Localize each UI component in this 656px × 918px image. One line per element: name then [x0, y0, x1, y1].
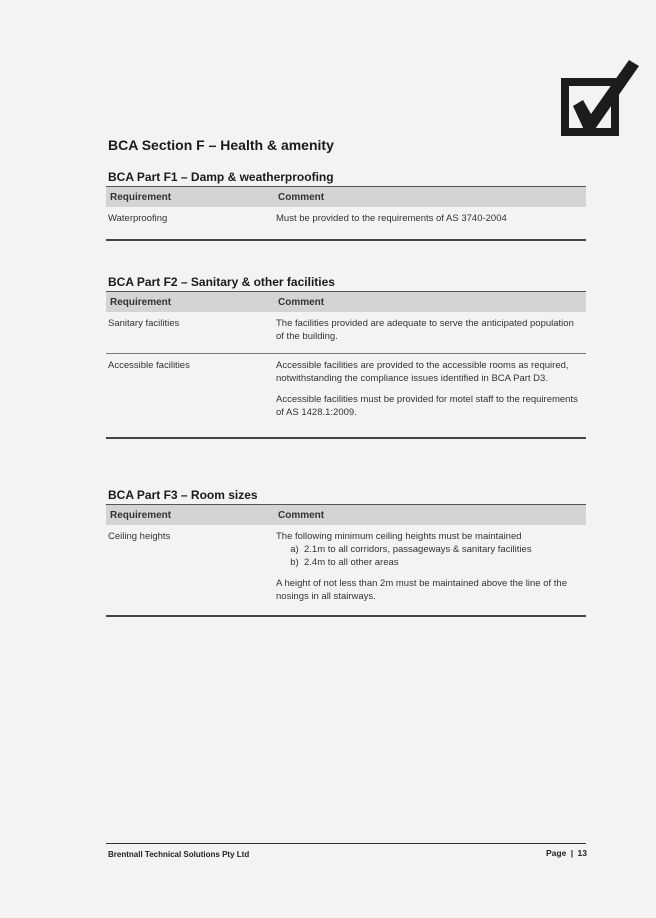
header-comment: Comment: [274, 187, 586, 208]
comment-text: Accessible facilities are provided to the accessible rooms as required, notwithstanding the compliance issues identified in BCA Part D3.: [276, 360, 569, 384]
footer-page-number: [545, 848, 588, 858]
table-row: [106, 525, 586, 616]
page-separator: |: [570, 848, 574, 858]
comment-cell: [274, 312, 586, 354]
table-header-row: [106, 505, 586, 526]
comment-text: The following minimum ceiling heights must be maintained: [276, 531, 522, 542]
table-header-row: [106, 292, 586, 313]
header-requirement: Requirement: [106, 505, 274, 526]
header-comment: Comment: [274, 505, 586, 526]
footer-company: Brentnall Technical Solutions Pty Ltd: [108, 850, 250, 859]
part-f1: [106, 170, 586, 241]
requirements-table: [106, 186, 586, 241]
header-comment: Comment: [274, 292, 586, 313]
requirements-table: [106, 504, 586, 617]
header-requirement: Requirement: [106, 292, 274, 313]
comment-text: Must be provided to the requirements of AS 3740-2004: [276, 213, 507, 224]
checkbox-tick-icon: [559, 56, 641, 140]
list-item: b. 2.4m to all other areas: [304, 556, 582, 569]
comment-cell: [274, 207, 586, 240]
part-title: BCA Part F2 – Sanitary & other facilities: [108, 275, 335, 289]
ceiling-height-list: [276, 543, 582, 569]
section-title: BCA Section F – Health & amenity: [108, 137, 334, 153]
comment-text: The facilities provided are adequate to serve the anticipated population of the building.: [276, 318, 574, 342]
part-title: BCA Part F1 – Damp & weatherproofing: [108, 170, 334, 184]
table-row: [106, 354, 586, 439]
comment-text-secondary: A height of not less than 2m must be maintained above the line of the nosings in all stairways.: [276, 578, 567, 602]
list-item: a. 2.1m to all corridors, passageways & sanitary facilities: [304, 543, 582, 556]
part-f2: [106, 275, 586, 439]
table-row: [106, 207, 586, 240]
requirement-cell: Sanitary facilities: [106, 312, 274, 354]
header-requirement: Requirement: [106, 187, 274, 208]
requirement-cell: Waterproofing: [106, 207, 274, 240]
part-title: BCA Part F3 – Room sizes: [108, 488, 258, 502]
comment-cell: [274, 354, 586, 439]
footer-divider: [106, 843, 586, 844]
table-row: [106, 312, 586, 354]
requirement-cell: Ceiling heights: [106, 525, 274, 616]
requirement-cell: Accessible facilities: [106, 354, 274, 439]
requirements-table: [106, 291, 586, 439]
part-f3: [106, 488, 586, 617]
comment-text-secondary: Accessible facilities must be provided for motel staff to the requirements of AS 1428.1:2009.: [276, 394, 578, 418]
page-number: 13: [577, 848, 587, 858]
comment-cell: [274, 525, 586, 616]
page-label: Page: [546, 848, 567, 858]
table-header-row: [106, 187, 586, 208]
